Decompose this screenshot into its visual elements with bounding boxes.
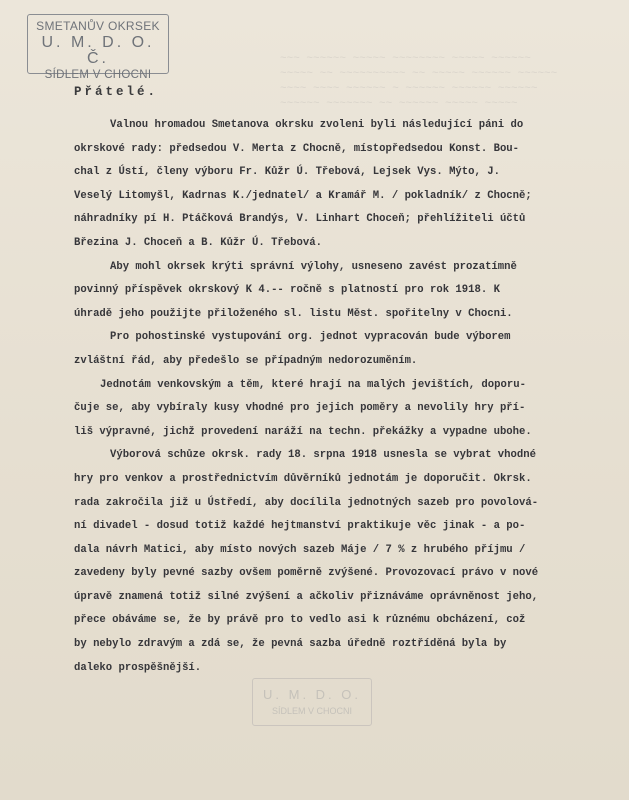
text-line: Veselý Litomyšl, Kadrnas K./jednatel/ a Kramář M. / pokladník/ z Chocně; (74, 189, 532, 202)
text-line: ní divadel - dosud totiž každé hejtmanství praktikuje věc jinak - a po- (74, 520, 526, 533)
stamp-line-2: U. M. D. O. Č. (41, 34, 155, 67)
text-line: Valnou hromadou Smetanova okrsku zvoleni byli následující páni do (110, 119, 524, 131)
text-line: zvláštní řád, aby předešlo se případným nedorozuměním. (74, 354, 418, 367)
faded-stamp-line-2: SÍDLEM V CHOCNI (271, 706, 352, 716)
text-line: úhradě jeho použijte přiloženého sl. listu Měst. spořitelny v Chocni. (74, 307, 513, 320)
text-line: Aby mohl okrsek krýti správní výlohy, usneseno zavést prozatímně (110, 260, 517, 273)
stamp-line-3: SÍDLEM V CHOCNI (44, 69, 152, 81)
text-line: Jednotám venkovským a těm, které hrají na malých jevištích, doporu- (100, 378, 526, 391)
text-line: čuje se, aby vybíraly kusy vhodné pro jejich poměry a nevolily hry pří- (74, 402, 526, 415)
text-line: Výborová schůze okrsk. rady 18. srpna 1918 usnesla se vybrat vhodné (110, 449, 536, 462)
text-line: chal z Ústí, členy výboru Fr. Kůžr Ú. Třebová, Lejsek Vys. Mýto, J. (74, 166, 500, 179)
text-line: zavedeny byly pevné sazby ovšem poměrně zvýšené. Provozovací právo v nové (74, 567, 539, 580)
stamp-line-1: SMETANŮV OKRSEK (36, 19, 160, 33)
text-line: Březina J. Choceň a B. Kůžr Ú. Třebová. (74, 236, 322, 249)
text-line: úpravě znamená totiž silné zvýšení a ačkoliv přiznáváme oprávněnost jeho, (74, 590, 539, 603)
greeting: Přátelé. (74, 85, 159, 99)
text-line: náhradníky pí H. Ptáčková Brandýs, V. Linhart Choceň; přehlížiteli účtů (74, 213, 526, 226)
text-line: dala návrh Matici, aby místo nových sazeb Máje / 7 % z hrubého příjmu / (74, 543, 526, 556)
text-line: povinný příspěvek okrskový K 4.-- ročně s platností pro rok 1918. K (74, 284, 500, 297)
text-line: by nebylo zdravým a zdá se, že pevná sazba úředně roztříděná byla by (74, 638, 507, 651)
organization-stamp (27, 14, 169, 81)
text-line: hry pro venkov a prostřednictvím důvěrníků jednotám je doporučit. Okrsk. (74, 472, 532, 485)
faded-stamp-impression (252, 678, 372, 726)
letter-body (74, 114, 594, 680)
text-line: Pro pohostinské vystupování org. jednot vypracován bude výborem (110, 331, 511, 344)
text-line: přece obáváme se, že by právě pro to vedlo asi k různému obcházení, což (74, 614, 526, 627)
text-line: okrskové rady: předsedou V. Merta z Chocně, místopředsedou Konst. Bou- (74, 142, 520, 155)
text-line: daleko prospěšnější. (74, 661, 202, 674)
text-line: rada zakročila již u Ústředí, aby docílila jednotných sazeb pro povolová- (74, 496, 539, 509)
bleed-through-text: ~~~ ~~~~~~ ~~~~~ ~~~~~~~~ ~~~~~ ~~~~~~ ~~~~~ ~~ ~~~~~~~~~~ ~~ ~~~~~ ~~~~~~ ~~~~~~ ~~~~ ~~~~ ~~~~~~ ~ ~~~~~~ ~~~~~~ ~~~~~~ ~~~~~~ ~~~~~~~ ~~ ~~~~~~ ~~~~~ ~~~~~ (280, 53, 558, 110)
text-line: liš výpravné, jichž provedení naráží na techn. překážky a vypadne ubohe. (74, 425, 532, 438)
faded-stamp-line-1: U. M. D. O. (263, 687, 361, 702)
